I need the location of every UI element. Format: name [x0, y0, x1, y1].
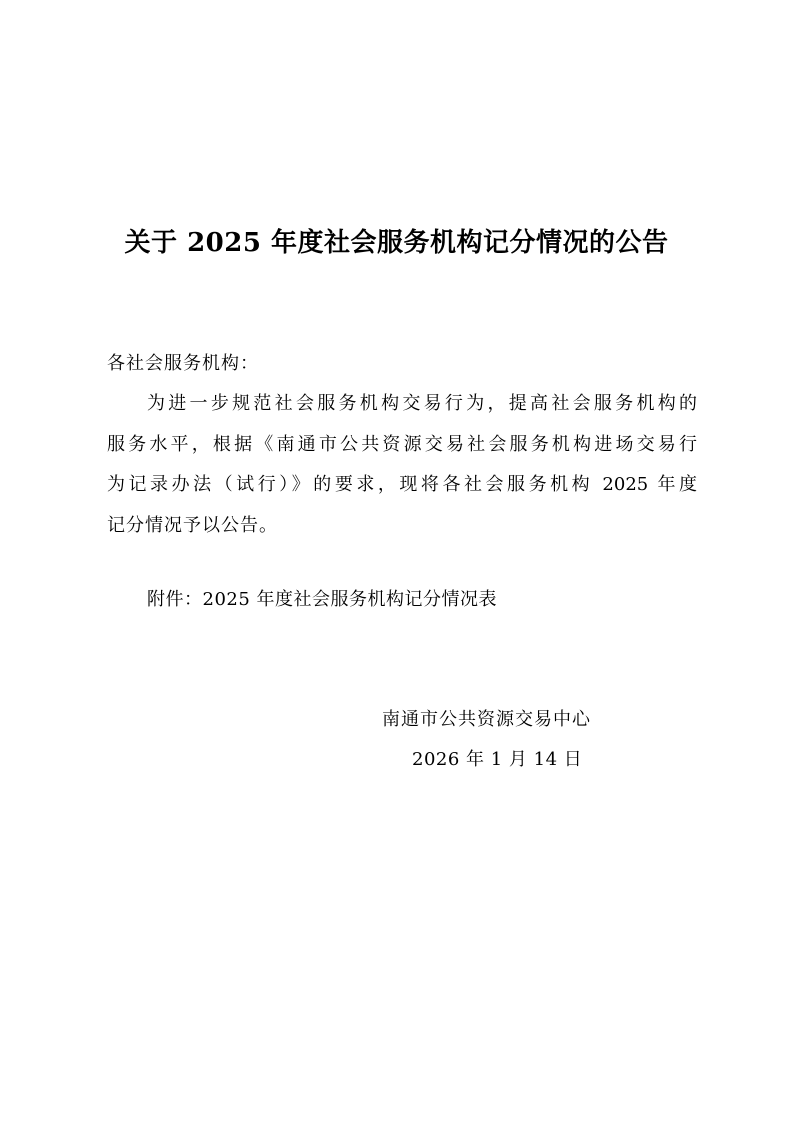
salutation: 各社会服务机构：: [107, 353, 259, 374]
body-line: 为记录办法（试行）》的要求，现将各社会服务机构 2025 年度: [107, 474, 697, 495]
attachment-note: 附件：2025 年度社会服务机构记分情况表: [147, 589, 498, 610]
issue-date: 2026 年 1 月 14 日: [412, 749, 583, 770]
issuer-name: 南通市公共资源交易中心: [382, 709, 591, 730]
document-title: 关于 2025 年度社会服务机构记分情况的公告: [124, 228, 669, 258]
body-line: 为进一步规范社会服务机构交易行为，提高社会服务机构的: [147, 393, 697, 414]
body-line: 记分情况予以公告。: [107, 515, 278, 536]
body-line: 服务水平，根据《南通市公共资源交易社会服务机构进场交易行: [107, 434, 697, 455]
